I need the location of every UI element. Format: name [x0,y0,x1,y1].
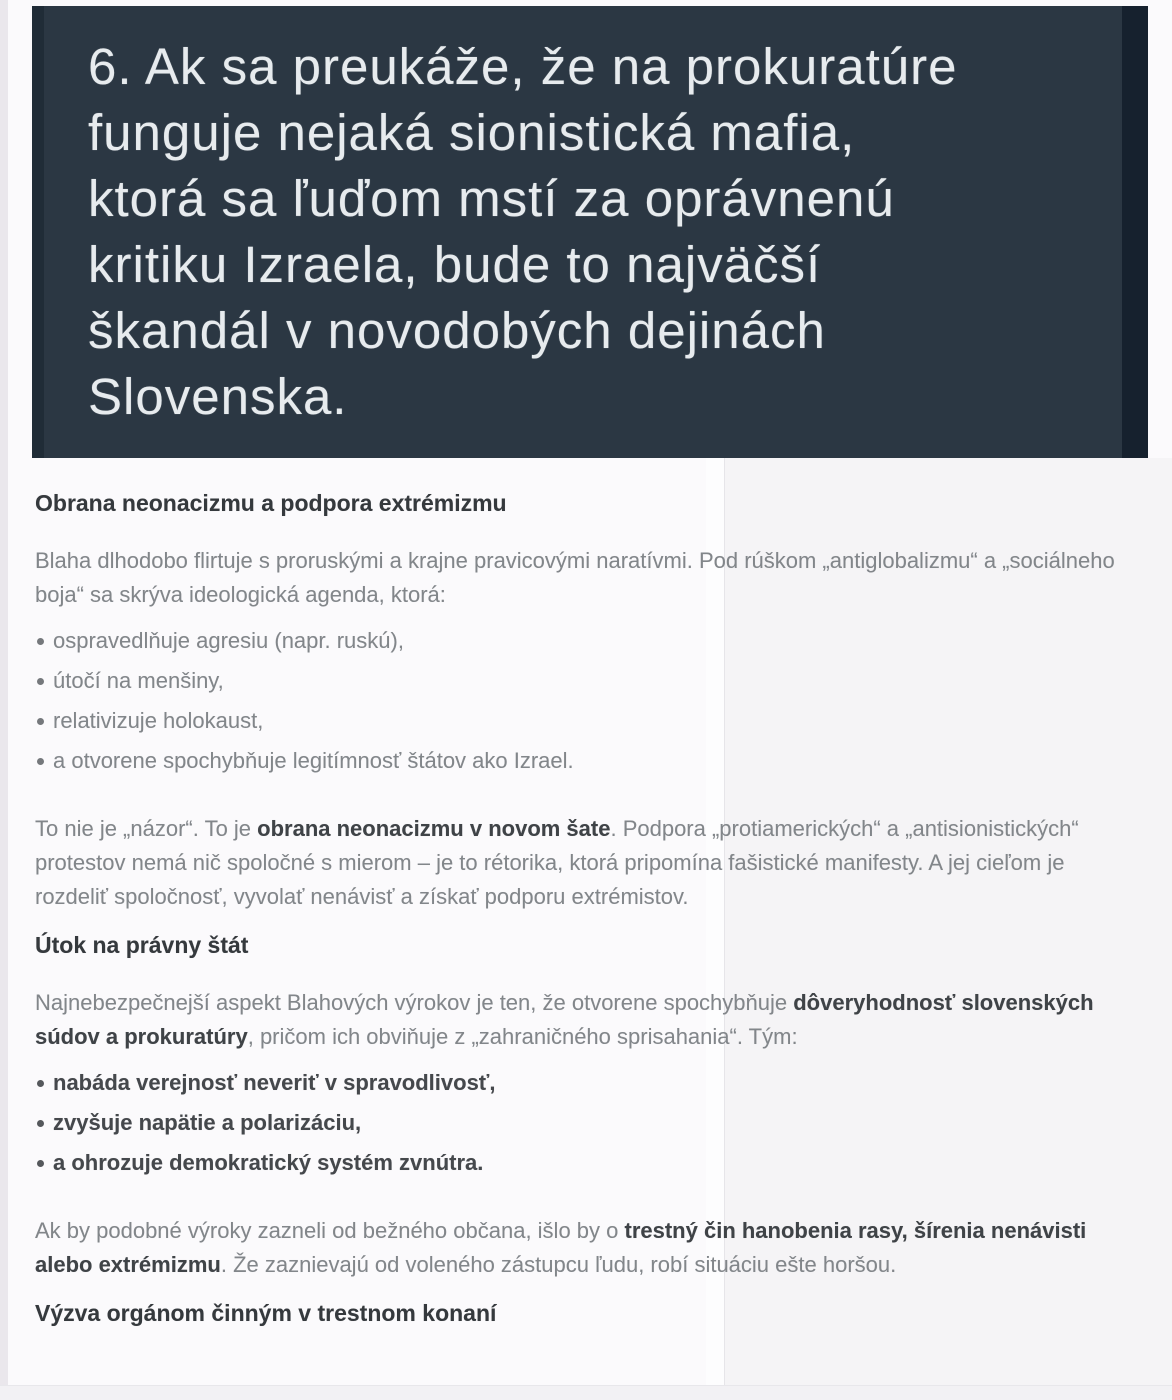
quote-line: škandál v novodobých dejinách [88,302,826,359]
paragraph [35,986,1139,1054]
list-item-text: a ohrozuje demokratický systém zvnútra. [53,1150,484,1175]
paragraph [35,812,1139,914]
text-segment: Najnebezpečnejší aspekt Blahových výrokov je ten, že otvorene spochybňuje [35,990,794,1015]
paragraph [35,1214,1139,1282]
list-item [35,744,1139,778]
list-item-text: relativizuje holokaust, [53,708,264,733]
bullet-icon [37,718,44,725]
list-item [35,624,1139,658]
bullet-icon [37,1080,44,1087]
bullet-icon [37,678,44,685]
quote-line: 6. Ak sa preukáže, že na prokuratúre [88,38,958,95]
text-segment: Blaha dlhodobo flirtuje s proruskými a krajne pravicovými naratívmi. Pod rúškom „antiglobalizmu“ a „sociálneho boja“ sa skrýva ideologická agenda, ktorá: [35,548,1115,607]
list-item [35,704,1139,738]
bullet-icon [37,1120,44,1127]
quote-line: kritiku Izraela, bude to najväčší [88,236,822,293]
list-item [35,1106,1139,1140]
list-item-text: a otvorene spochybňuje legitímnosť štátov ako Izrael. [53,748,574,773]
quote-line: ktorá sa ľuďom mstí za oprávnenú [88,170,895,227]
list-item [35,1066,1139,1100]
bullet-icon [37,1160,44,1167]
text-segment: . Že zaznievajú od voleného zástupcu ľudu, robí situáciu ešte horšou. [220,1252,897,1277]
section-heading: Útok na právny štát [35,932,249,958]
text-segment: . Podpora „protiamerických“ a „antisionistických“ protestov nemá nič spoločné s mierom – je to rétorika, ktorá pripomína fašistické manifesty. A jej cieľom je rozdeliť spoločnosť, vyvolať nenávisť a získať podporu extrémistov. [35,816,1079,909]
list-item-text: nabáda verejnosť neveriť v spravodlivosť, [53,1070,496,1095]
quote-card [32,6,1148,458]
text-segment: To nie je „názor“. To je [35,816,258,841]
text-segment: , pričom ich obviňuje z „zahraničného sprisahania“. Tým: [247,1024,798,1049]
list-item-text: zvyšuje napätie a polarizáciu, [53,1110,362,1135]
emphasized-text-segment: dôveryhodnosť slovenských súdov a prokuratúry [35,990,1094,1049]
page-bottom-strip [0,1385,1172,1400]
quote-line: funguje nejaká sionistická mafia, [88,104,856,161]
page-left-edge [0,0,8,1400]
emphasized-text-segment: trestný čin hanobenia rasy, šírenia nenávisti alebo extrémizmu [35,1218,1087,1277]
list-item [35,1146,1139,1180]
bullet-icon [37,758,44,765]
list-item [35,664,1139,698]
section-heading: Obrana neonacizmu a podpora extrémizmu [35,490,507,516]
paragraph [35,544,1139,612]
quote-line: Slovenska. [88,368,348,425]
emphasized-text-segment: obrana neonacizmu v novom šate [257,816,611,841]
section-heading: Výzva orgánom činným v trestnom konaní [35,1300,497,1326]
list-item-text: ospravedlňuje agresiu (napr. ruskú), [53,628,404,653]
text-segment: Ak by podobné výroky zazneli od bežného občana, išlo by o [35,1218,625,1243]
list-item-text: útočí na menšiny, [53,668,224,693]
bullet-icon [37,638,44,645]
bullet-list [35,624,1139,778]
article-body [35,486,1139,1330]
bullet-list [35,1066,1139,1180]
